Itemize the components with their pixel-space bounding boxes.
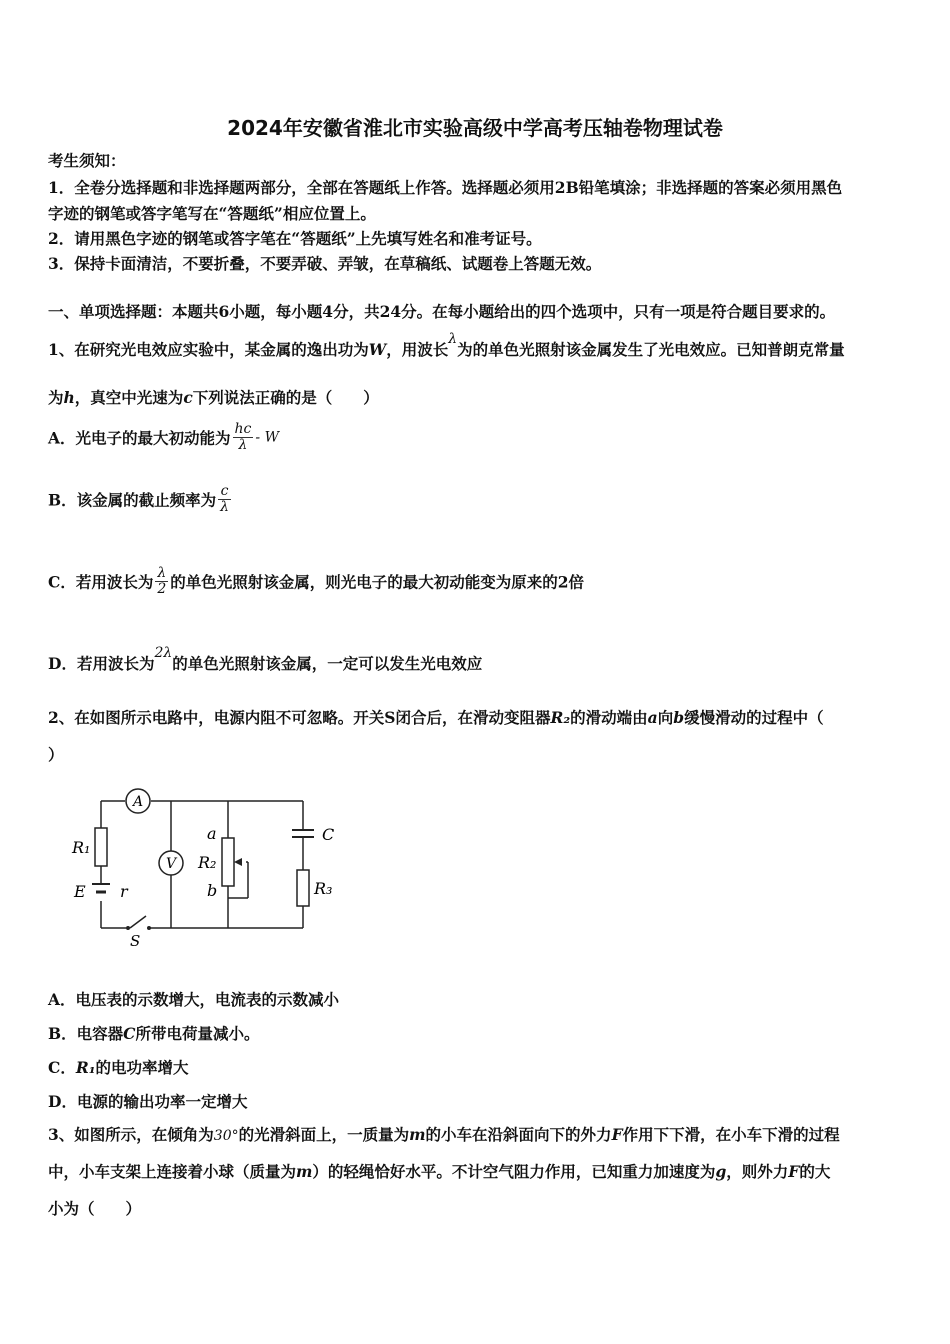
resistor-r1 [95,828,107,866]
capacitor-label: C [322,825,335,844]
q3-stem-line3: 小为（ ） [48,1199,142,1218]
resistor-r3 [297,870,309,906]
q1-stem-line1: 1、在研究光电效应实验中，某金属的逸出功为W，用波长λ为的单色光照射该金属发生了光电效应。已知普朗克常量 [48,331,845,359]
q3-stem-line2: 中，小车支架上连接着小球（质量为m）的轻绳恰好水平。不计空气阻力作用，已知重力加速度为g，则外力F的大 [48,1162,831,1181]
r3-label: R₃ [314,879,333,898]
q1-option-b[interactable]: B．该金属的截止频率为 $\frac{c}{\lambda}$ [48,483,229,515]
q1-option-a[interactable]: A．光电子的最大初动能为 $\frac{hc}{\lambda}$ - W [48,421,279,453]
point-b-label: b [207,881,218,900]
q2-stem-line1: 2、在如图所示电路中，电源内阻不可忽略。开关S闭合后，在滑动变阻器R₂的滑动端由a向b缓慢滑动的过程中（ [48,708,824,727]
q1-option-c[interactable]: C．若用波长为 $\frac{\lambda}{2}$ 的单色光照射该金属，则光电子的最大初动能变为原来的2倍 [48,565,585,597]
notice-line-3: 3．保持卡面清洁，不要折叠，不要弄破、弄皱，在草稿纸、试题卷上答题无效。 [48,254,602,273]
fraction-c-over-lambda: $\frac{c}{\lambda}$ [220,483,229,515]
notice-heading: 考生须知： [48,151,126,170]
switch-contact [147,926,151,930]
q2-option-b[interactable]: B．电容器C所带电荷量减小。 [48,1024,260,1043]
circuit-diagram [68,788,358,948]
rheostat-r2 [222,838,234,886]
internal-resistance-label: r [120,882,128,901]
r2-label: R₂ [198,853,217,872]
q2-option-a[interactable]: A．电压表的示数增大，电流表的示数减小 [48,990,340,1009]
lambda-symbol: λ [448,331,458,347]
r1-label: R₁ [72,838,91,857]
voltmeter-label: V [165,856,177,872]
emf-label: E [74,882,86,901]
rheostat-slider-arrow [234,858,242,866]
section-heading: 一、单项选择题：本题共6小题，每小题4分，共24分。在每小题给出的四个选项中，只有一项是符合题目要求的。 [48,302,836,321]
q2-stem-line2: ） [48,745,64,764]
q1-option-d[interactable]: D．若用波长为2λ的单色光照射该金属，一定可以发生光电效应 [48,645,483,673]
q2-option-d[interactable]: D．电源的输出功率一定增大 [48,1092,248,1111]
q3-stem-line1: 3、如图所示，在倾角为30°的光滑斜面上，一质量为m的小车在沿斜面向下的外力F作用下下滑，在小车下滑的过程 [48,1125,840,1144]
fraction-lambda-over-2: $\frac{\lambda}{2}$ [157,565,167,597]
notice-line-2: 2．请用黑色字迹的钢笔或答字笔在“答题纸”上先填写姓名和准考证号。 [48,229,542,248]
q1-stem-line2: 为h，真空中光速为c下列说法正确的是（ ） [48,388,379,407]
point-a-label: a [207,824,217,843]
ammeter-label: A [132,794,144,810]
fraction-hc-over-lambda: $\frac{hc}{\lambda}$ [234,421,252,453]
notice-line-1b: 字迹的钢笔或答字笔写在“答题纸”相应位置上。 [48,204,376,223]
notice-line-1a: 1．全卷分选择题和非选择题两部分，全部在答题纸上作答。选择题必须用2B铅笔填涂；非选择题的答案必须用黑色 [48,178,843,197]
q2-option-c[interactable]: C．R₁的电功率增大 [48,1058,189,1077]
switch-label: S [130,932,141,948]
page-title: 2024年安徽省淮北市实验高级中学高考压轴卷物理试卷 [227,116,723,140]
switch-contact [126,926,130,930]
